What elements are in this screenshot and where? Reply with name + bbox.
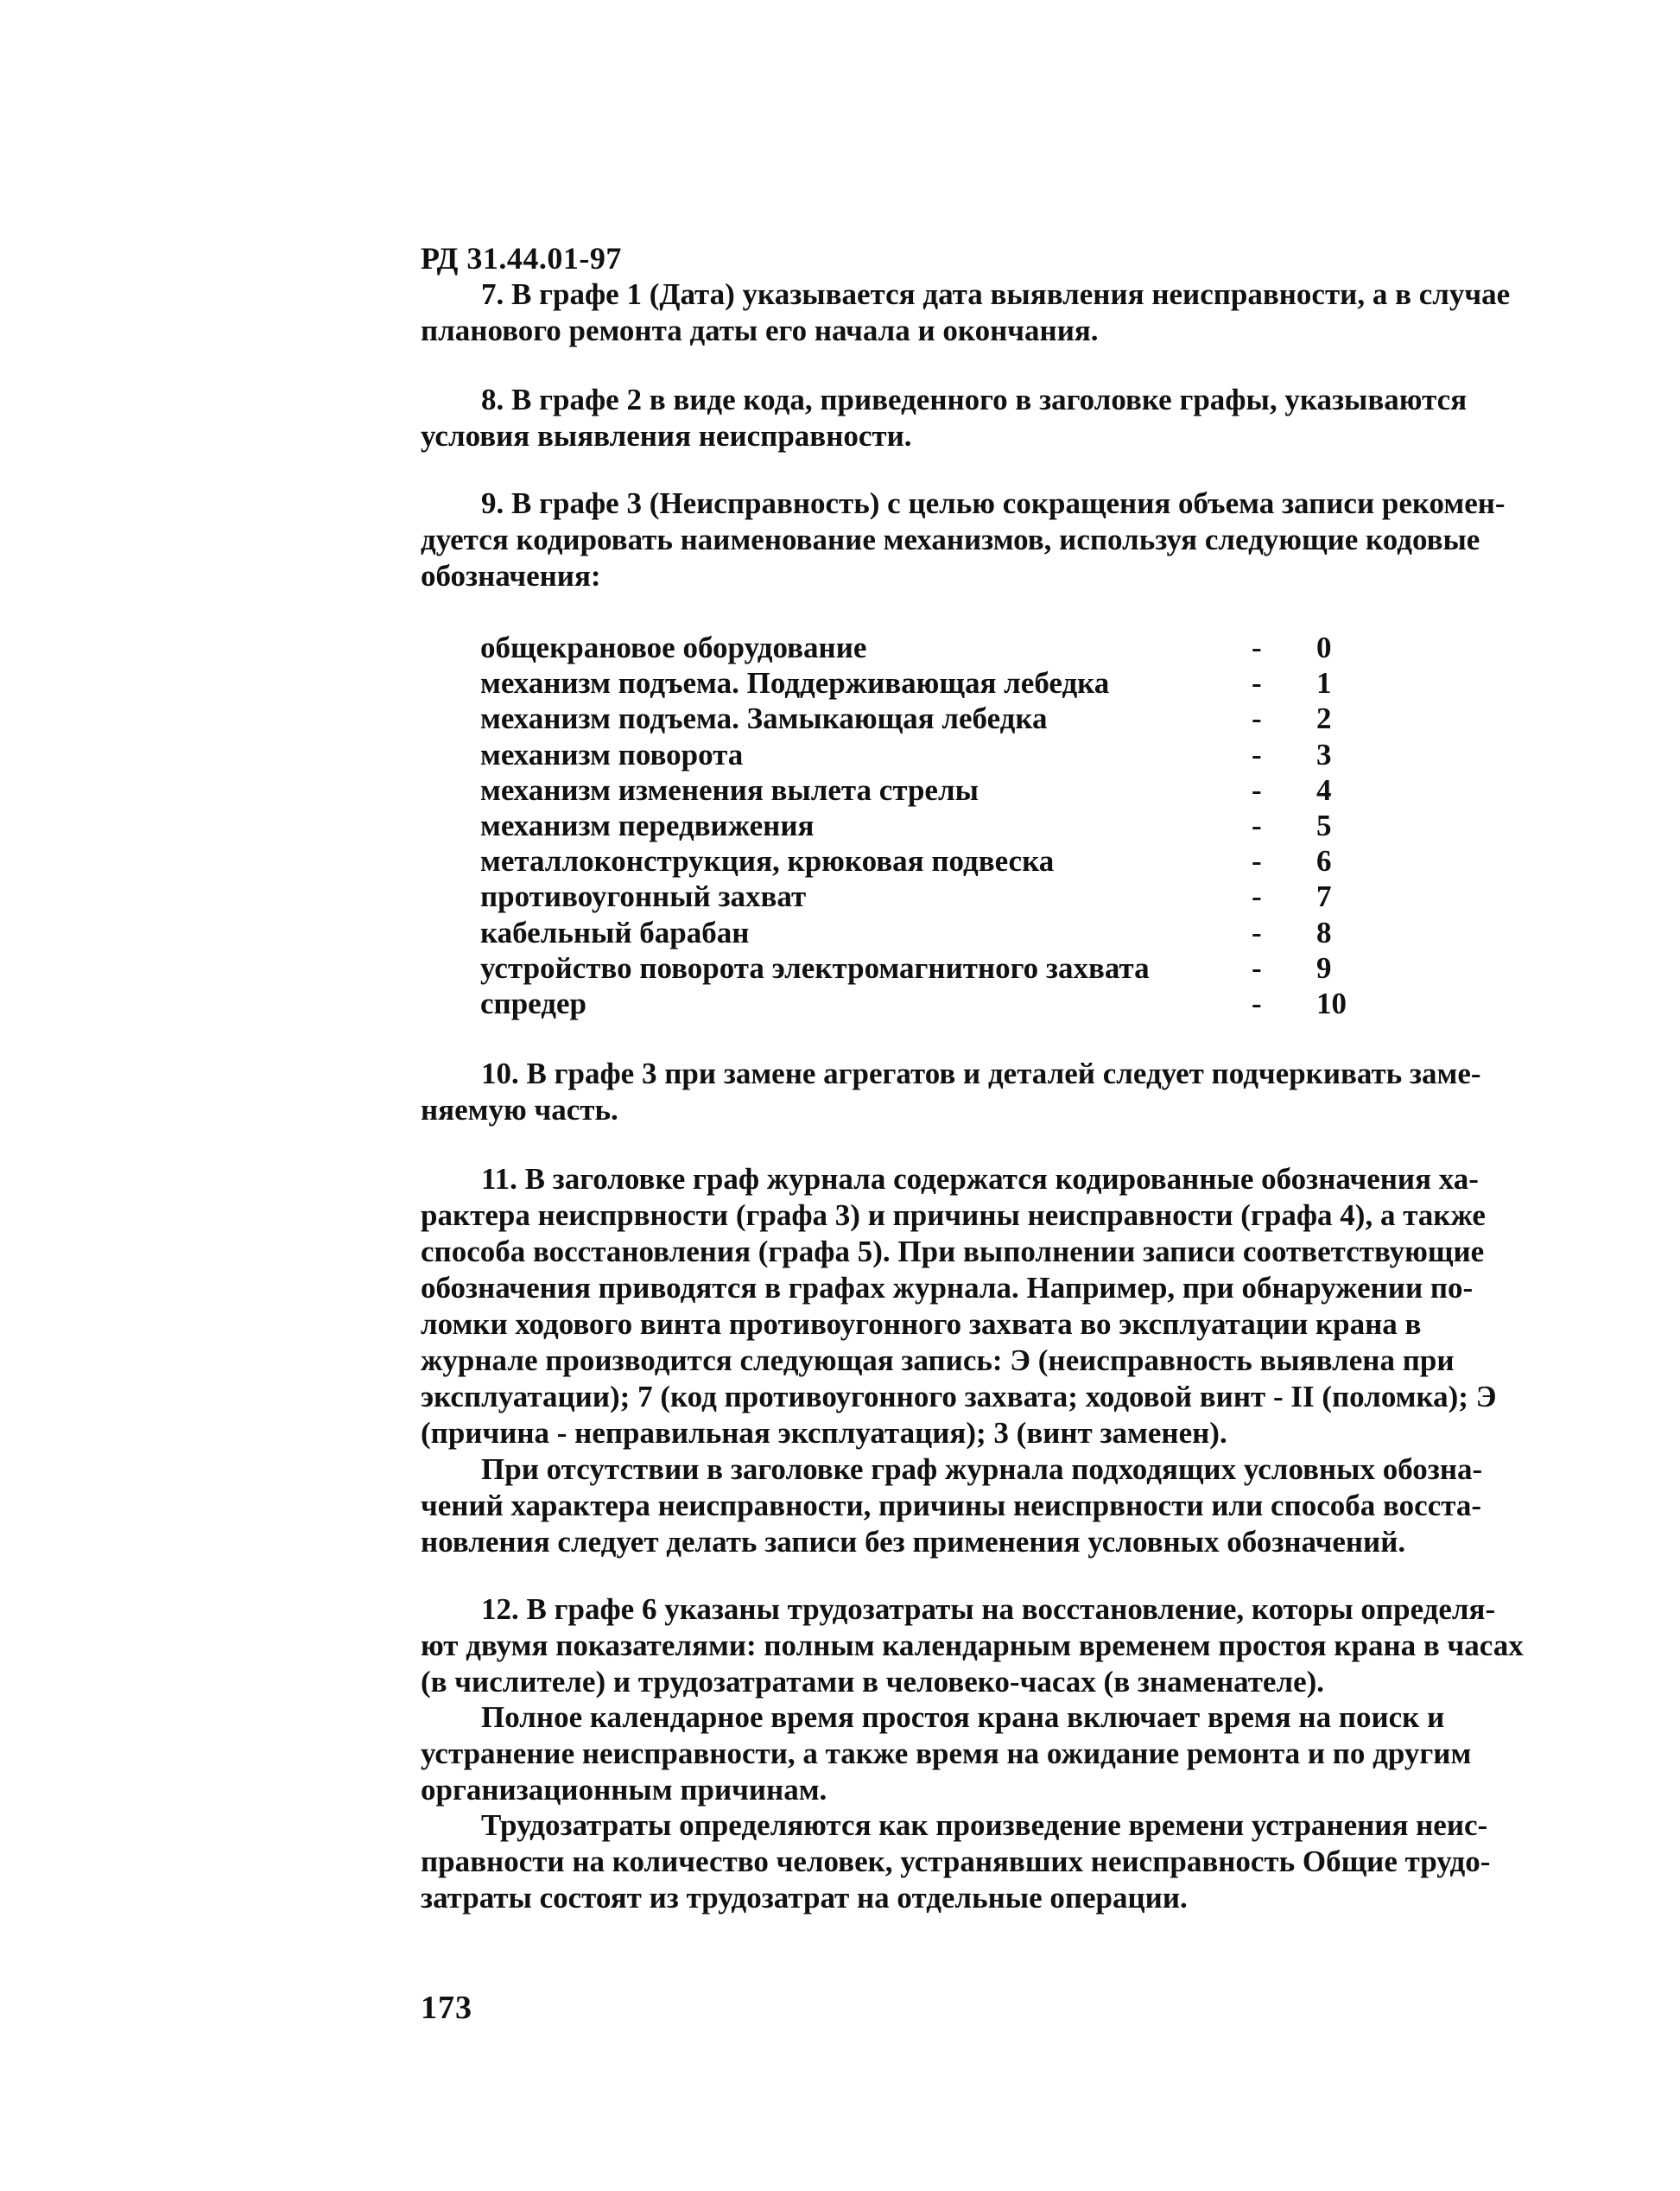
mechanism-name: общекрановое оборудование (480, 631, 867, 664)
mechanism-name: механизм подъема. Замыкающая лебедка (480, 702, 1048, 736)
code-row (480, 808, 1344, 843)
paragraph-line: чений характера неисправности, причины неиспрвности или способа восста- (421, 1489, 1482, 1522)
paragraph-12 (421, 1591, 1569, 1700)
code-row (480, 879, 1344, 914)
paragraph-line: (причина - неправильная эксплуатация); 3 (винт заменен). (421, 1416, 1227, 1450)
code-row (480, 701, 1344, 736)
paragraph-line: 11. В заголовке граф журнала содержатся кодированные обозначения ха- (481, 1162, 1479, 1196)
paragraph-line: устранение неисправности, а также время на ожидание ремонта и по другим (421, 1737, 1472, 1770)
code-row (480, 843, 1344, 879)
paragraph-line: дуется кодировать наименование механизмов, используя следующие кодовые (421, 523, 1480, 556)
paragraph-line: 12. В графе 6 указаны трудозатраты на восстановление, которы определя- (481, 1592, 1496, 1626)
paragraph-line: правности на количество человек, устранявших неисправность Общие трудо- (421, 1845, 1491, 1878)
mechanism-name: спредер (480, 986, 586, 1020)
code-dash: - (1252, 986, 1262, 1020)
paragraph-10 (421, 1056, 1569, 1128)
code-dash: - (1252, 880, 1262, 914)
paragraph-line: Полное календарное время простоя крана включает время на поиск и (481, 1700, 1445, 1734)
code-dash: - (1252, 737, 1262, 772)
mechanism-name: противоугонный захват (480, 880, 807, 914)
code-row (480, 737, 1344, 772)
code-row (480, 986, 1347, 1021)
paragraph-12-downtime (421, 1699, 1569, 1808)
paragraph-12-labor (421, 1807, 1569, 1916)
paragraph-line: эксплуатации); 7 (код противоугонного захвата; ходовой винт - II (поломка); Э (421, 1380, 1497, 1413)
paragraph-line: 9. В графе 3 (Неисправность) с целью сокращения объема записи рекомен- (481, 486, 1506, 520)
paragraph-line: 10. В графе 3 при замене агрегатов и деталей следует подчеркивать заме- (481, 1057, 1481, 1090)
code-row (480, 772, 1344, 808)
paragraph-line: планового ремонта даты его начала и окончания. (421, 314, 1099, 347)
paragraph-line: (в числителе) и трудозатратами в человеко-часах (в знаменателе). (421, 1665, 1325, 1699)
paragraph-line: рактера неиспрвности (графа 3) и причины неисправности (графа 4), а также (421, 1198, 1486, 1232)
mechanism-code: 0 (1316, 631, 1332, 664)
page-number: 173 (421, 1990, 472, 2026)
paragraph-line: способа восстановления (графа 5). При выполнении записи соответствующие (421, 1235, 1485, 1268)
mechanism-code: 8 (1316, 915, 1332, 949)
mechanism-code: 5 (1316, 808, 1332, 842)
code-dash: - (1252, 808, 1262, 842)
mechanism-code: 10 (1316, 986, 1347, 1020)
mechanism-code: 1 (1316, 666, 1332, 701)
paragraph-line: условия выявления неисправности. (421, 419, 912, 453)
mechanism-name: механизм подъема. Поддерживающая лебедка (480, 666, 1110, 701)
mechanism-name: устройство поворота электромагнитного захвата (480, 950, 1150, 985)
code-dash: - (1252, 844, 1262, 879)
paragraph-line: ют двумя показателями: полным календарным временем простоя крана в часах (421, 1629, 1524, 1662)
code-row (480, 630, 1344, 665)
mechanism-code: 6 (1316, 844, 1332, 879)
paragraph-line: затраты состоят из трудозатрат на отдельные операции. (421, 1881, 1188, 1915)
mechanism-name: механизм передвижения (480, 808, 815, 842)
paragraph-line: обозначения: (421, 559, 601, 593)
paragraph-line: Трудозатраты определяются как произведение времени устранения неис- (481, 1808, 1488, 1842)
paragraph-line: 8. В графе 2 в виде кода, приведенного в заголовке графы, указываются (481, 383, 1468, 416)
mechanism-code: 2 (1316, 702, 1332, 736)
mechanism-code: 9 (1316, 950, 1332, 985)
paragraph-line: ломки ходового винта противоугонного захвата во эксплуатации крана в (421, 1307, 1422, 1341)
code-dash: - (1252, 666, 1262, 701)
mechanism-name: металлоконструкция, крюковая подвеска (480, 844, 1055, 879)
paragraph-line: При отсутствии в заголовке граф журнала подходящих условных обозна- (481, 1452, 1483, 1486)
code-dash: - (1252, 772, 1262, 807)
paragraph-line: организационным причинам. (421, 1773, 827, 1807)
code-dash: - (1252, 631, 1262, 664)
document-code: РД 31.44.01-97 (421, 241, 622, 276)
paragraph-line: новления следует делать записи без применения условных обозначений. (421, 1525, 1406, 1559)
paragraph-line: няемую часть. (421, 1093, 618, 1127)
paragraph-line: обозначения приводятся в графах журнала. Например, при обнаружении по- (421, 1271, 1474, 1305)
paragraph-line: 7. В графе 1 (Дата) указывается дата выявления неисправности, а в случае (481, 277, 1511, 311)
code-row (480, 915, 1344, 950)
mechanism-name: механизм поворота (480, 737, 744, 772)
mechanism-code-list (480, 630, 1347, 1021)
code-row (480, 665, 1344, 701)
mechanism-code: 7 (1316, 880, 1332, 914)
paragraph-9 (421, 486, 1569, 594)
paragraph-line: журнале производится следующая запись: Э (неисправность выявлена при (421, 1343, 1455, 1377)
paragraph-11 (421, 1161, 1569, 1451)
paragraph-11-continued (421, 1451, 1569, 1560)
code-dash: - (1252, 915, 1262, 949)
code-row (480, 950, 1344, 986)
code-dash: - (1252, 702, 1262, 736)
mechanism-name: механизм изменения вылета стрелы (480, 772, 979, 807)
mechanism-code: 3 (1316, 737, 1332, 772)
mechanism-code: 4 (1316, 772, 1332, 807)
code-dash: - (1252, 950, 1262, 985)
mechanism-name: кабельный барабан (480, 915, 750, 949)
paragraph-7 (421, 276, 1569, 349)
paragraph-8 (421, 382, 1569, 454)
